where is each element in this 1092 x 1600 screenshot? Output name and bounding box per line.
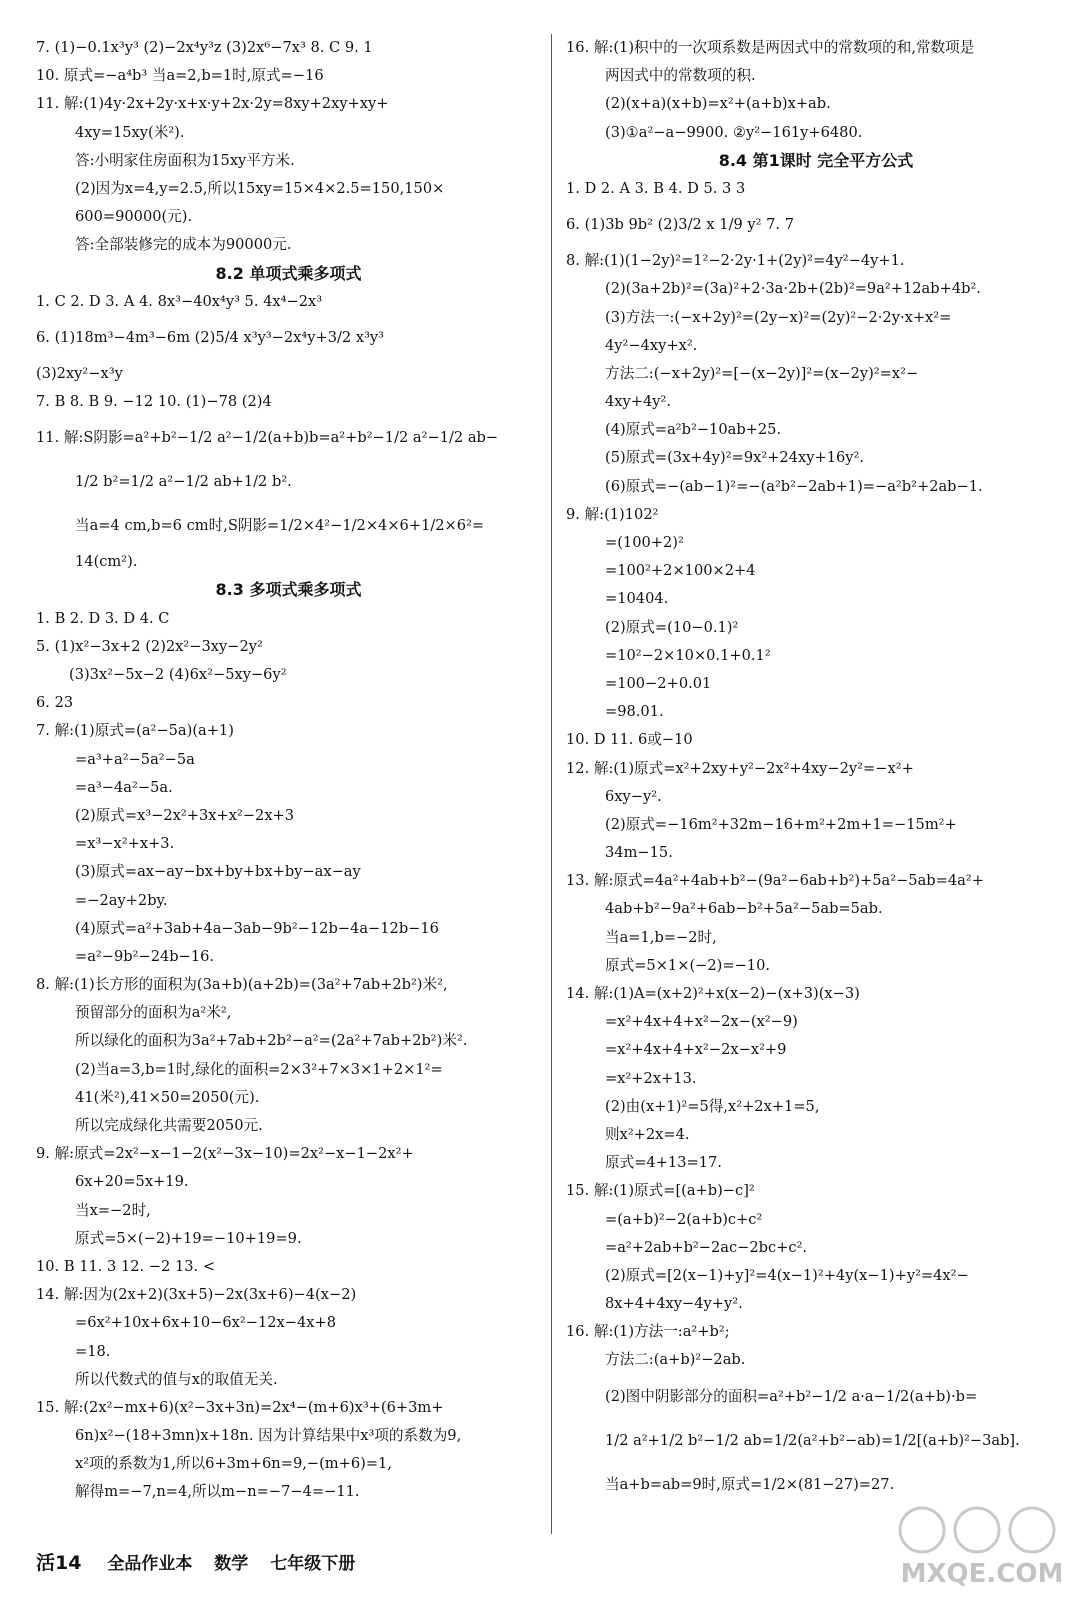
answer-line: 所以绿化的面积为3a²+7ab+2b²−a²=(2a²+7ab+2b²)米². (75, 1032, 468, 1050)
answer-line: 方法二:(a+b)²−2ab. (605, 1351, 746, 1369)
answer-line: 解得m=−7,n=4,所以m−n=−7−4=−11. (75, 1483, 360, 1501)
right-column (566, 34, 1066, 1507)
answer-line: 14. 解:(1)A=(x+2)²+x(x−2)−(x+3)(x−3) (566, 985, 860, 1002)
answer-line: 4xy+4y². (605, 393, 672, 411)
answer-line: 7. 解:(1)原式=(a²−5a)(a+1) (36, 722, 234, 740)
watermark-text: MXQE.COM (900, 1559, 1064, 1589)
answer-line: 11. 解:(1)4y·2x+2y·x+x·y+2x·2y=8xy+2xy+xy+ (36, 95, 389, 113)
answer-line: 4ab+b²−9a²+6ab−b²+5a²−5ab=5ab. (605, 900, 883, 918)
answer-line: 6. (1)18m³−4m³−6m (2)5/4 x³y³−2x⁴y+3/2 x³y³ (36, 328, 385, 346)
answer-line: (2)当a=3,b=1时,绿化的面积=2×3²+7×3×1+2×1²= (75, 1060, 443, 1078)
answer-line: =x³−x²+x+3. (75, 835, 175, 853)
answer-line: (4)原式=a²b²−10ab+25. (605, 421, 782, 439)
answer-line: 6n)x²−(18+3mn)x+18n. 因为计算结果中x³项的系数为9, (75, 1427, 462, 1445)
answer-line: 10. 原式=−a⁴b³ 当a=2,b=1时,原式=−16 (36, 67, 324, 85)
answer-line: 5. (1)x²−3x+2 (2)2x²−3xy−2y² (36, 637, 263, 655)
answer-line: x²项的系数为1,所以6+3m+6n=9,−(m+6)=1, (75, 1455, 392, 1473)
page-footer (36, 1548, 371, 1575)
answer-line: 1. D 2. A 3. B 4. D 5. 3 3 (566, 179, 746, 197)
answer-line: =a²+2ab+b²−2ac−2bc+c². (605, 1238, 808, 1256)
answer-line: 11. 解:S阴影=a²+b²−1/2 a²−1/2(a+b)b=a²+b²−1/2 a²−1/2 ab− (36, 429, 499, 447)
answer-line: 当a=1,b=−2时, (605, 928, 717, 946)
answer-line: 原式=5×1×(−2)=−10. (605, 956, 771, 974)
answer-line: (2)图中阴影部分的面积=a²+b²−1/2 a·a−1/2(a+b)·b= (605, 1387, 978, 1405)
answer-line: 14(cm²). (75, 553, 138, 571)
answer-line: 当x=−2时, (75, 1201, 151, 1219)
answer-line: 答:小明家住房面积为15xy平方米. (75, 151, 295, 169)
watermark-logo (882, 1500, 1082, 1590)
answer-line: 原式=5×(−2)+19=−10+19=9. (75, 1229, 302, 1247)
answer-line: 方法二:(−x+2y)²=[−(x−2y)]²=(x−2y)²=x²− (605, 364, 919, 382)
answer-line: 9. 解:原式=2x²−x−1−2(x²−3x−10)=2x²−x−1−2x²+ (36, 1145, 414, 1163)
answer-line: (4)原式=a²+3ab+4a−3ab−9b²−12b−4a−12b−16 (75, 919, 439, 937)
answer-line: =a²−9b²−24b−16. (75, 947, 215, 965)
answer-line: 当a+b=ab=9时,原式=1/2×(81−27)=27. (605, 1475, 895, 1493)
answer-line: 9. 解:(1)102² (566, 505, 659, 523)
answer-line: 7. B 8. B 9. −12 10. (1)−78 (2)4 (36, 393, 272, 411)
answer-line: 答:全部装修完的成本为90000元. (75, 236, 292, 254)
answer-line: =100²+2×100×2+4 (605, 562, 756, 580)
answer-line: 当a=4 cm,b=6 cm时,S阴影=1/2×4²−1/2×4×6+1/2×6²= (75, 517, 485, 535)
answer-line: =10²−2×10×0.1+0.1² (605, 646, 771, 664)
answer-line: 原式=4+13=17. (605, 1154, 722, 1172)
answer-line: 41(米²),41×50=2050(元). (75, 1088, 260, 1106)
answer-line: 8. 解:(1)(1−2y)²=1²−2·2y·1+(2y)²=4y²−4y+1. (566, 252, 905, 270)
answer-line: 1/2 b²=1/2 a²−1/2 ab+1/2 b². (75, 473, 292, 491)
answer-line: 15. 解:(1)原式=[(a+b)−c]² (566, 1182, 755, 1200)
answer-line: (2)原式=(10−0.1)² (605, 618, 739, 636)
subject-label: 数学 (214, 1554, 249, 1574)
answer-line: 8x+4+4xy−4y+y². (605, 1295, 743, 1313)
answer-line: 则x²+2x=4. (605, 1125, 690, 1143)
answer-line: 34m−15. (605, 844, 673, 862)
answer-line: 15. 解:(2x²−mx+6)(x²−3x+3n)=2x⁴−(m+6)x³+(6+3m+ (36, 1398, 444, 1416)
book-title: 全品作业本 (107, 1554, 193, 1574)
answer-line: 7. (1)−0.1x³y³ (2)−2x⁴y³z (3)2x⁶−7x³ 8. C 9. 1 (36, 39, 373, 56)
answer-line: =x²+4x+4+x²−2x−x²+9 (605, 1041, 787, 1059)
answer-line: 13. 解:原式=4a²+4ab+b²−(9a²−6ab+b²)+5a²−5ab=4a²+ (566, 872, 984, 890)
answer-line: 8. 解:(1)长方形的面积为(3a+b)(a+2b)=(3a²+7ab+2b²)米², (36, 976, 448, 994)
answer-line: (3)①a²−a−9900. ②y²−161y+6480. (605, 123, 863, 141)
answer-line: 12. 解:(1)原式=x²+2xy+y²−2x²+4xy−2y²=−x²+ (566, 759, 914, 777)
answer-line: 600=90000(元). (75, 208, 193, 226)
answer-line: (2)(x+a)(x+b)=x²+(a+b)x+ab. (605, 95, 831, 113)
answer-line: 14. 解:因为(2x+2)(3x+5)−2x(3x+6)−4(x−2) (36, 1286, 357, 1304)
answer-line: (3)方法一:(−x+2y)²=(2y−x)²=(2y)²−2·2y·x+x²= (605, 308, 952, 326)
answer-line: 10. B 11. 3 12. −2 13. < (36, 1257, 216, 1275)
answer-line: (6)原式=−(ab−1)²=−(a²b²−2ab+1)=−a²b²+2ab−1. (605, 477, 983, 495)
answer-line: 6x+20=5x+19. (75, 1173, 189, 1191)
answer-line: 6. 23 (36, 694, 74, 712)
section-title: 8.4 第1课时 完全平方公式 (718, 150, 914, 170)
answer-line: 1. B 2. D 3. D 4. C (36, 609, 170, 627)
answer-line: (2)由(x+1)²=5得,x²+2x+1=5, (605, 1097, 820, 1115)
answer-line: 16. 解:(1)积中的一次项系数是两因式中的常数项的和,常数项是 (566, 39, 975, 56)
answer-line: (2)原式=−16m²+32m−16+m²+2m+1=−15m²+ (605, 815, 957, 833)
answer-line: =18. (75, 1342, 111, 1360)
answer-line: 所以代数式的值与x的取值无关. (75, 1370, 278, 1388)
left-column (36, 34, 541, 1507)
answer-line: (3)3x²−5x−2 (4)6x²−5xy−6y² (69, 666, 287, 683)
answer-line: 6. (1)3b 9b² (2)3/2 x 1/9 y² 7. 7 (566, 216, 794, 234)
answer-line: (2)原式=x³−2x²+3x+x²−2x+3 (75, 806, 295, 824)
answer-line: (2)原式=[2(x−1)+y]²=4(x−1)²+4y(x−1)+y²=4x²− (605, 1266, 969, 1284)
answer-line: (2)因为x=4,y=2.5,所以15xy=15×4×2.5=150,150× (75, 179, 445, 197)
answer-line: =98.01. (605, 703, 664, 721)
answer-line: =(a+b)²−2(a+b)c+c² (605, 1210, 763, 1228)
section-title: 8.3 多项式乘多项式 (215, 580, 362, 600)
answer-line: =100−2+0.01 (605, 674, 712, 692)
answer-line: 所以完成绿化共需要2050元. (75, 1117, 263, 1134)
answer-line: =(100+2)² (605, 534, 684, 551)
answer-line: 6xy−y². (605, 787, 662, 805)
answer-line: =a³+a²−5a²−5a (75, 750, 195, 768)
answer-line: 1. C 2. D 3. A 4. 8x³−40x⁴y³ 5. 4x⁴−2x³ (36, 292, 323, 310)
answer-line: =10404. (605, 590, 669, 608)
section-title: 8.2 单项式乘多项式 (215, 263, 362, 283)
answer-line: (5)原式=(3x+4y)²=9x²+24xy+16y². (605, 449, 864, 467)
answer-line: 10. D 11. 6或−10 (566, 731, 693, 749)
column-divider (551, 34, 552, 1534)
answer-line: 两因式中的常数项的积. (605, 67, 756, 85)
answer-line: (2)(3a+2b)²=(3a)²+2·3a·2b+(2b)²=9a²+12ab+4b². (605, 280, 981, 298)
answer-line: (3)原式=ax−ay−bx+by+bx+by−ax−ay (75, 863, 361, 881)
answer-line: =−2ay+2by. (75, 891, 168, 909)
answer-line: 1/2 a²+1/2 b²−1/2 ab=1/2(a²+b²−ab)=1/2[(a+b)²−3ab]. (605, 1431, 1020, 1449)
answer-line: (3)2xy²−x³y (36, 364, 123, 382)
answer-line: =x²+2x+13. (605, 1069, 697, 1087)
answer-line: 16. 解:(1)方法一:a²+b²; (566, 1323, 730, 1341)
grade-label: 七年级下册 (270, 1554, 356, 1574)
answer-line: 4xy=15xy(米²). (75, 123, 185, 141)
answer-line: 4y²−4xy+x². (605, 336, 698, 354)
answer-line: =a³−4a²−5a. (75, 778, 173, 796)
answer-line: 预留部分的面积为a²米², (75, 1004, 232, 1022)
answer-line: =x²+4x+4+x²−2x−(x²−9) (605, 1013, 798, 1031)
page-number: 活14 (36, 1552, 82, 1574)
answer-line: =6x²+10x+6x+10−6x²−12x−4x+8 (75, 1314, 337, 1332)
